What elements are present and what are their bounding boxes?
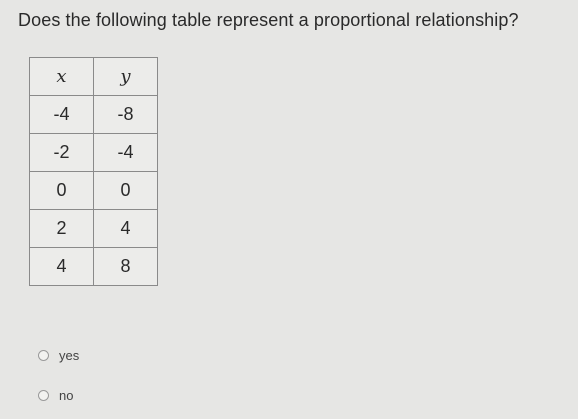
cell-x: -2 bbox=[30, 134, 94, 172]
header-x: x bbox=[30, 58, 94, 96]
cell-y: -4 bbox=[94, 134, 158, 172]
table-row bbox=[30, 172, 158, 210]
table-row bbox=[30, 134, 158, 172]
option-yes[interactable] bbox=[38, 348, 79, 363]
option-yes-label[interactable]: yes bbox=[59, 348, 80, 363]
cell-y: -8 bbox=[94, 96, 158, 134]
table-row bbox=[30, 210, 158, 248]
radio-yes[interactable] bbox=[38, 350, 49, 361]
option-no-label[interactable]: no bbox=[59, 388, 74, 403]
question-text: Does the following table represent a proportional relationship? bbox=[18, 10, 519, 30]
cell-y: 8 bbox=[94, 248, 158, 286]
option-no[interactable] bbox=[38, 388, 73, 403]
cell-y: 4 bbox=[94, 210, 158, 248]
values-table-container bbox=[29, 57, 158, 286]
radio-no[interactable] bbox=[38, 390, 49, 401]
header-y: y bbox=[94, 58, 158, 96]
cell-y: 0 bbox=[94, 172, 158, 210]
values-table bbox=[29, 57, 158, 286]
cell-x: -4 bbox=[30, 96, 94, 134]
table-row bbox=[30, 248, 158, 286]
cell-x: 4 bbox=[30, 248, 94, 286]
table-header-row bbox=[30, 58, 158, 96]
cell-x: 2 bbox=[30, 210, 94, 248]
table-row bbox=[30, 96, 158, 134]
cell-x: 0 bbox=[30, 172, 94, 210]
